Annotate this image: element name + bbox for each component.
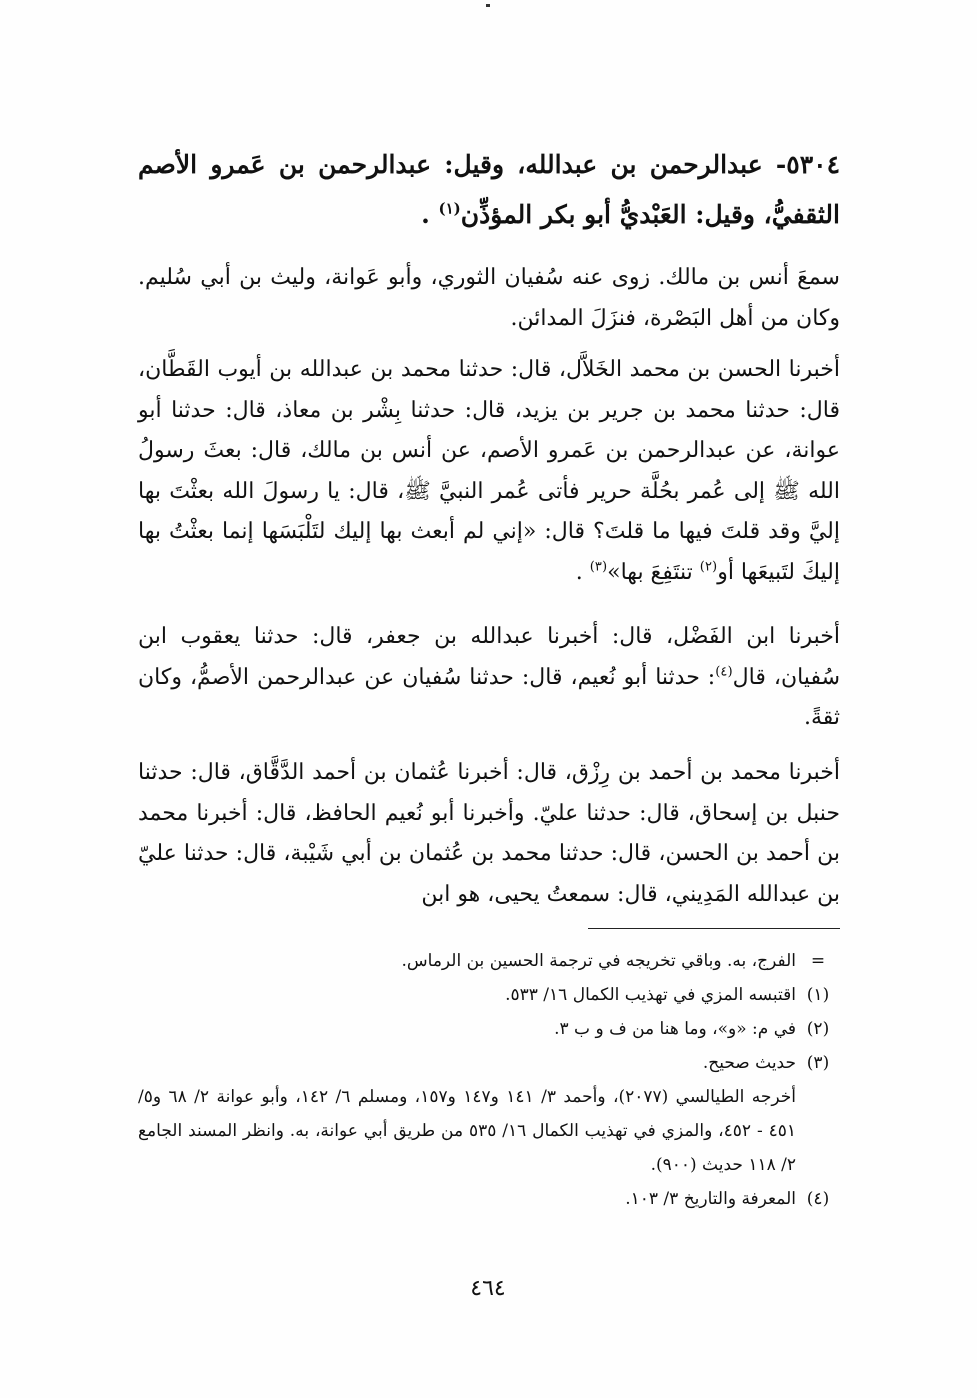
paragraph-tail: . [575,559,583,585]
paragraph-text: تنتَفِعَ بها» [607,559,700,585]
footnote-item [138,1182,840,1216]
paragraph-text: أخبرنا محمد بن أحمد بن رِزْق، قال: أخبرنا عُثمان بن أحمد الدَّقَّاق، قال: حدثنا حنبل بن إسحاق، قال: حدثنا عليّ. وأخبرنا أبو نُعيم الحافظ، قال: أخبرنا محمد بن أحمد بن الحسن، قال: حدثنا محمد بن عُثمان بن أبي شَيْبة، قال: حدثنا عليّ بن عبدالله المَدِيني، قال: سمعتُ يحيى، هو ابن [138,760,840,907]
footnote-ref: (١) [438,199,461,218]
footnote-ref: (٤) [715,664,733,680]
paragraph-text: : حدثنا أبو نُعيم، قال: حدثنا سُفيان عن عبدالرحمن الأصمُّ، وكان ثقةً. [138,664,840,730]
footnote-marker: (٢) [806,1019,830,1039]
footnote-divider [588,928,840,929]
footnote-text: حديث صحيح. [702,1053,796,1073]
paragraph-text: أخبرنا ابن الفَضْل، قال: أخبرنا عبدالله بن جعفر، قال: حدثنا يعقوب ابن سُفيان، قال [138,624,841,690]
footnote-ref: (٣) [589,559,608,575]
paragraph [138,617,840,739]
paragraph [138,258,840,339]
footnote-marker: (١) [806,985,830,1005]
footnote-text: في م: «و»، وما هنا من ف و ب ٣. [554,1019,796,1039]
footnote-item [138,1012,840,1046]
paragraph-text: أخبرنا الحسن بن محمد الخَلاَّل، قال: حدثنا محمد بن عبدالله بن أيوب القَطَّان، قال: حدثنا محمد بن جرير بن يزيد، قال: حدثنا بِشْر بن معاذ، قال: حدثنا أبو عوانة، عن عبدالرحمن بن عَمرو الأصم، عن أنس بن مالك، قال: بعثَ رسولُ الله ﷺ إلى عُمر بحُلَّة حرير فأتى عُمر النبيَّ ﷺ، قال: يا رسولَ الله بعثْتَ بها إليَّ وقد قلتَ فيها ما قلتَ؟ قال: «إني لم أبعث بها إليك لتَلْبَسَها إنما بعثْتُ بها إليكَ لتَبيعَها أو [138,357,840,585]
footnote-item [138,1046,840,1080]
scan-mark [486,4,490,7]
heading-text: ٥٣٠٤- عبدالرحمن بن عبدالله، وقيل: عبدالرحمن بن عَمرو الأصم الثقفيُّ، وقيل: العَبْديُّ أبو بكر المؤذِّن [138,150,840,229]
paragraph [138,753,840,915]
paragraph-text: سمعَ أنس بن مالك. زوى عنه سُفيان الثوري، وأبو عَوانة، وليث بن أبي سُليم. وكان من أهل البَصْرة، فنزَلَ المدائن. [138,265,840,331]
heading-tail: . [421,200,430,229]
footnote-ref: (٢) [699,559,718,575]
footnote-text: أخرجه الطيالسي (٢٠٧٧)، وأحمد ٣/ ١٤١ و١٤٧ و١٥٧، ومسلم ٦/ ١٤٢، وأبو عوانة ٢/ ٦٨ و٥/ ٤٥١ - ٤٥٢، والمزي في تهذيب الكمال ١٦/ ٥٣٥ من طريق أبي عوانة، به. وانظر المسند الجامع ٢/ ١١٨ حديث (٩٠٠). [138,1087,796,1175]
footnote-marker: (٤) [806,1189,830,1209]
paragraph [138,350,840,593]
page-number: ٤٦٤ [470,1276,506,1301]
footnote-continuation [138,944,840,978]
footnote-item [138,978,840,1012]
footnote-marker: = [810,951,826,971]
footnote-item-continued [138,1080,840,1182]
footnote-text: اقتبسه المزي في تهذيب الكمال ١٦/ ٥٣٣. [505,985,796,1005]
footnote-marker: (٣) [806,1053,830,1073]
entry-heading [138,140,840,240]
footnote-text: المعرفة والتاريخ ٣/ ١٠٣. [625,1189,796,1209]
footnotes [138,944,840,1216]
footnote-text: الفرج، به. وباقي تخريجه في ترجمة الحسين بن الرماس. [401,951,796,971]
